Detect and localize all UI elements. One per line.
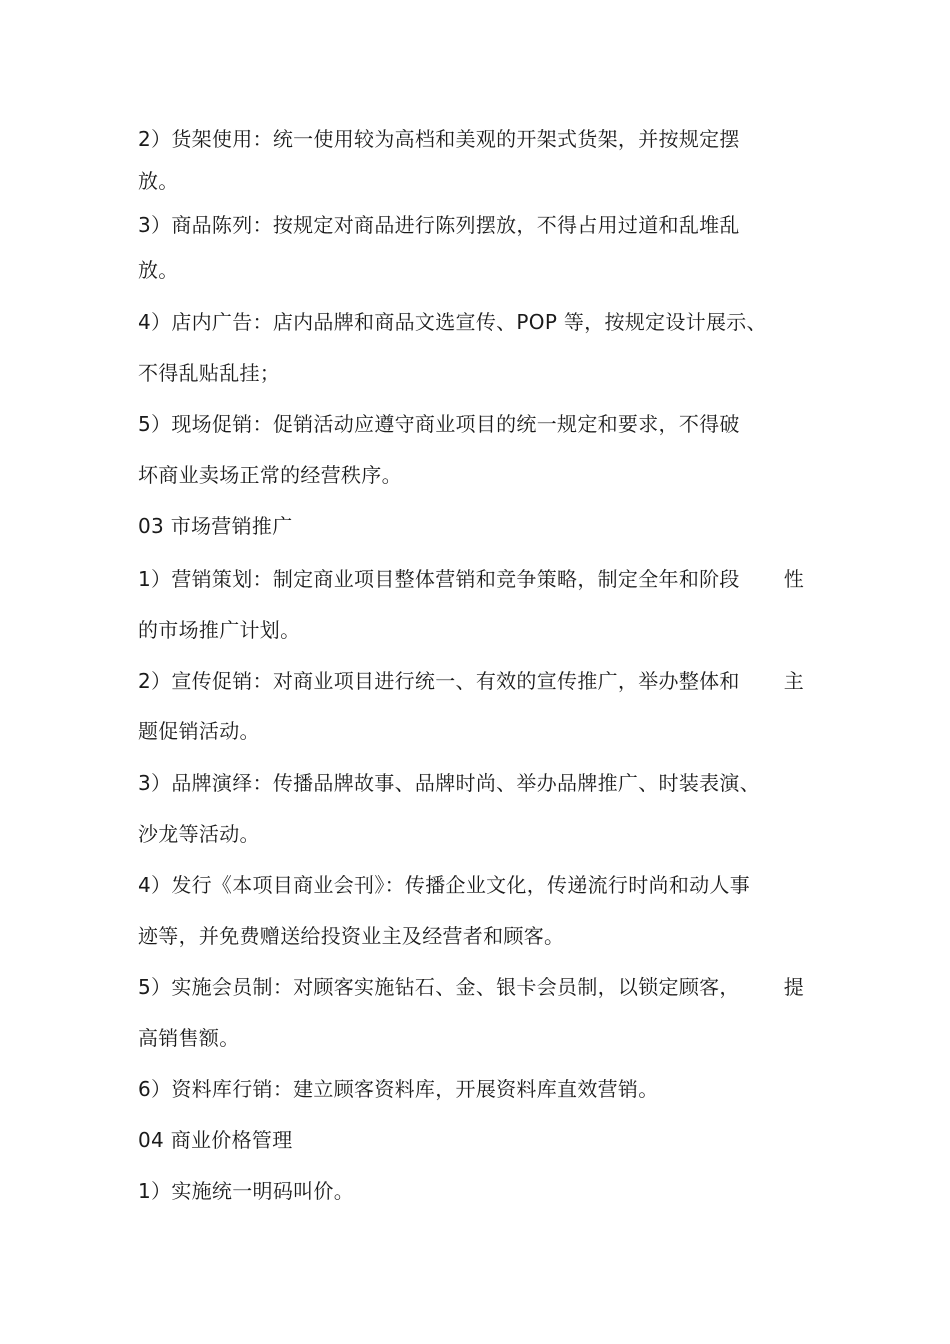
line-text: 提 xyxy=(783,975,804,999)
line-text: 主 xyxy=(783,669,804,693)
paragraph-line: 放。 xyxy=(138,169,179,193)
paragraph-line: 坏商业卖场正常的经营秩序。 xyxy=(138,463,402,487)
line-text: 5）实施会员制：对顾客实施钻石、金、银卡会员制，以锁定顾客， xyxy=(138,975,740,999)
paragraph-line xyxy=(138,974,804,1000)
paragraph-line: 高销售额。 xyxy=(138,1026,240,1050)
section-heading: 04 商业价格管理 xyxy=(138,1128,293,1152)
paragraph-line: 2）货架使用：统一使用较为高档和美观的开架式货架，并按规定摆 xyxy=(138,127,740,151)
paragraph-line: 6）资料库行销：建立顾客资料库，开展资料库直效营销。 xyxy=(138,1077,659,1101)
paragraph-line xyxy=(138,668,804,694)
line-text: 2）宣传促销：对商业项目进行统一、有效的宣传推广，举办整体和 xyxy=(138,669,740,693)
section-heading: 03 市场营销推广 xyxy=(138,514,293,538)
paragraph-line: 3）品牌演绎：传播品牌故事、品牌时尚、举办品牌推广、时装表演、 xyxy=(138,771,761,795)
paragraph-line: 迹等，并免费赠送给投资业主及经营者和顾客。 xyxy=(138,924,565,948)
line-text: 性 xyxy=(783,567,804,591)
paragraph-line: 4）店内广告：店内品牌和商品文选宣传、POP 等，按规定设计展示、 xyxy=(138,310,767,334)
paragraph-line: 4）发行《本项目商业会刊》：传播企业文化，传递流行时尚和动人事 xyxy=(138,873,751,897)
paragraph-line: 1）实施统一明码叫价。 xyxy=(138,1179,355,1203)
paragraph-line: 题促销活动。 xyxy=(138,719,260,743)
paragraph-line: 的市场推广计划。 xyxy=(138,618,301,642)
paragraph-line: 5）现场促销：促销活动应遵守商业项目的统一规定和要求，不得破 xyxy=(138,412,740,436)
paragraph-line: 放。 xyxy=(138,258,179,282)
paragraph-line: 不得乱贴乱挂； xyxy=(138,361,281,385)
paragraph-line: 沙龙等活动。 xyxy=(138,822,260,846)
line-text: 1）营销策划：制定商业项目整体营销和竞争策略，制定全年和阶段 xyxy=(138,567,740,591)
paragraph-line xyxy=(138,566,804,592)
paragraph-line: 3）商品陈列：按规定对商品进行陈列摆放，不得占用过道和乱堆乱 xyxy=(138,213,740,237)
